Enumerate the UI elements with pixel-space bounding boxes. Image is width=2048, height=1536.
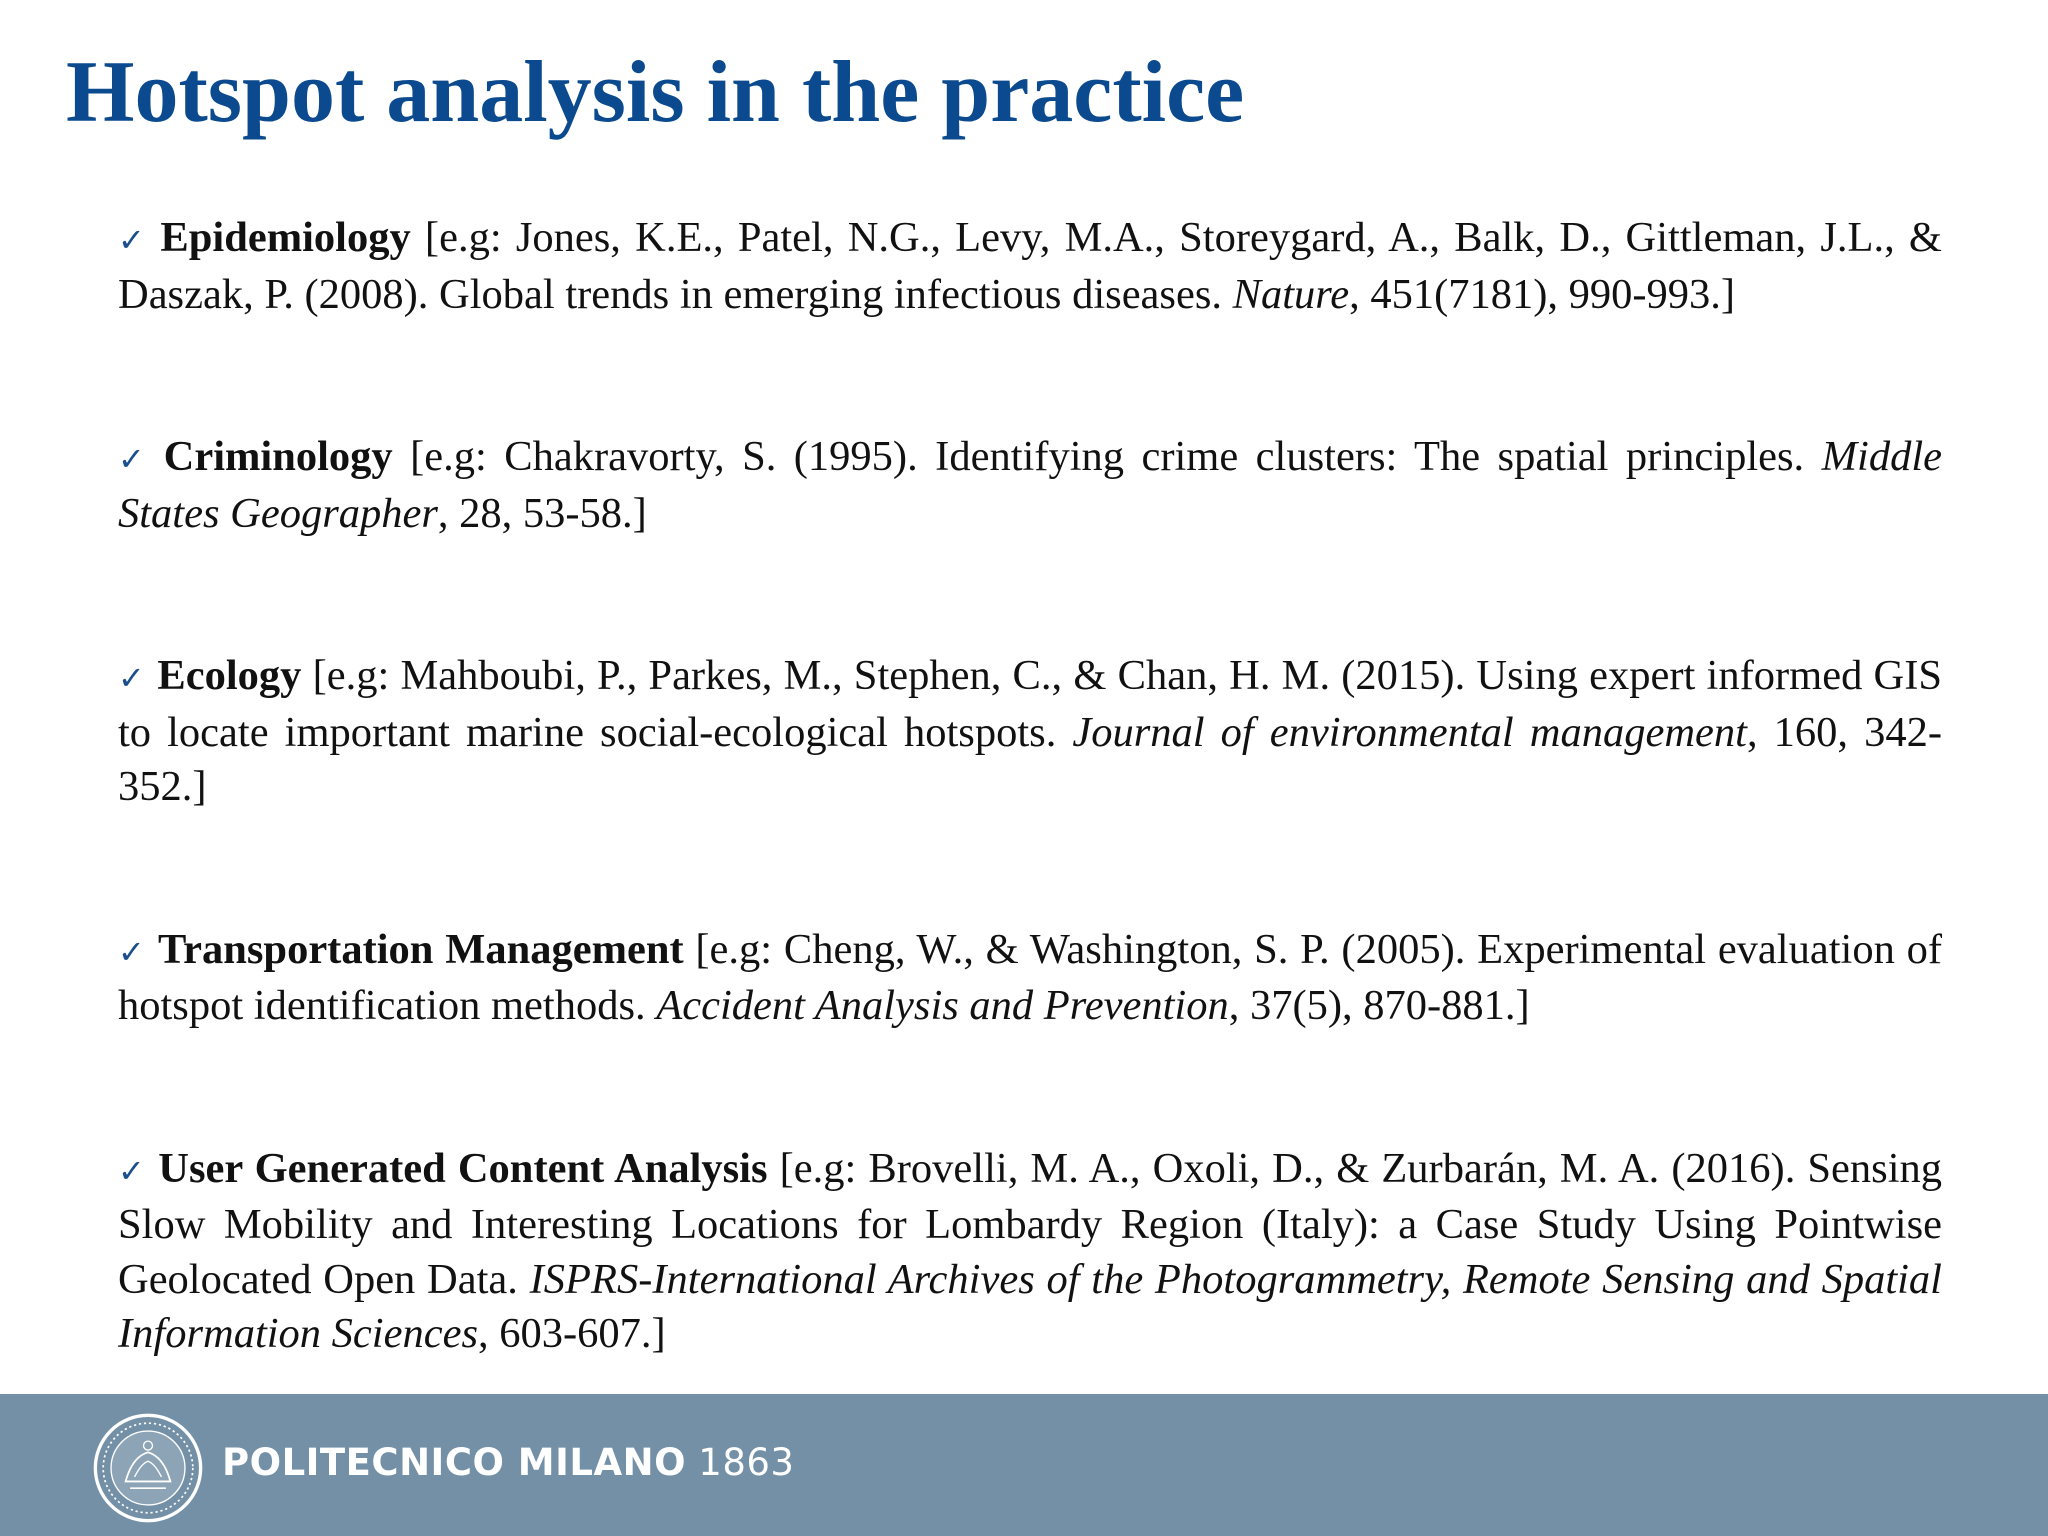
checkmark-icon: ✓ bbox=[118, 1151, 147, 1190]
topic-label: Transportation Management bbox=[157, 925, 684, 973]
slide-title: Hotspot analysis in the practice bbox=[66, 44, 1245, 141]
citation-pages: , 37(5), 870-881.] bbox=[1228, 982, 1530, 1029]
checkmark-icon: ✓ bbox=[118, 221, 149, 259]
university-name: POLITECNICO MILANO bbox=[222, 1441, 687, 1484]
checkmark-icon: ✓ bbox=[118, 440, 152, 478]
topic-label: Ecology bbox=[157, 652, 302, 699]
journal-name: Middle States Geographer bbox=[118, 433, 1942, 537]
reference-list bbox=[118, 211, 1942, 1526]
journal-name: Journal of environmental management bbox=[1072, 708, 1747, 756]
citation-text: [e.g: Cheng, W., & Washington, S. P. (2005). Experimental evaluation of hotspot identification methods. bbox=[118, 925, 1943, 1029]
list-item-transportation bbox=[118, 923, 1942, 1034]
footer-band bbox=[0, 1394, 2048, 1536]
list-item-criminology bbox=[118, 430, 1942, 541]
journal-name: Accident Analysis and Prevention bbox=[656, 982, 1229, 1029]
university-seal-icon bbox=[92, 1412, 204, 1524]
list-item-epidemiology bbox=[118, 211, 1942, 322]
founding-year: 1863 bbox=[698, 1441, 795, 1484]
checkmark-icon: ✓ bbox=[118, 659, 146, 697]
citation-pages: , 28, 53-58.] bbox=[437, 489, 647, 537]
citation-pages: , 160, 342-352.] bbox=[118, 708, 1942, 810]
citation-text: [e.g: Mahboubi, P., Parkes, M., Stephen, C., & Chan, H. M. (2015). Using expert informed GIS to locate important marine social-ecological hotspots. bbox=[118, 652, 1943, 756]
citation-pages: , 603-607.] bbox=[477, 1310, 666, 1357]
citation-text: [e.g: Chakravorty, S. (1995). Identifying crime clusters: The spatial principles. bbox=[392, 433, 1822, 480]
journal-name: Nature bbox=[1232, 270, 1350, 318]
citation-pages: , 451(7181), 990-993.] bbox=[1349, 270, 1736, 318]
citation-text: [e.g: Jones, K.E., Patel, N.G., Levy, M.A., Storeygard, A., Balk, D., Gittleman, J.L., & Daszak, P. (2008). Global trends in emerging infectious diseases. bbox=[118, 214, 1942, 318]
list-item-ecology bbox=[118, 649, 1942, 815]
citation-text: [e.g: Brovelli, M. A., Oxoli, D., & Zurbarán, M. A. (2016). Sensing Slow Mobility and Interesting Locations for Lombardy Region (Italy): a Case Study Using Pointwise Geolocated Open Data. bbox=[118, 1144, 1943, 1303]
university-wordmark bbox=[222, 1440, 794, 1486]
topic-label: User Generated Content Analysis bbox=[158, 1144, 768, 1192]
list-item-ugc-analysis bbox=[118, 1142, 1942, 1362]
checkmark-icon: ✓ bbox=[118, 932, 146, 971]
topic-label: Epidemiology bbox=[160, 214, 411, 261]
topic-label: Criminology bbox=[163, 433, 393, 480]
journal-name: ISPRS-International Archives of the Photogrammetry, Remote Sensing and Spatial Information Sciences bbox=[118, 1255, 1942, 1357]
